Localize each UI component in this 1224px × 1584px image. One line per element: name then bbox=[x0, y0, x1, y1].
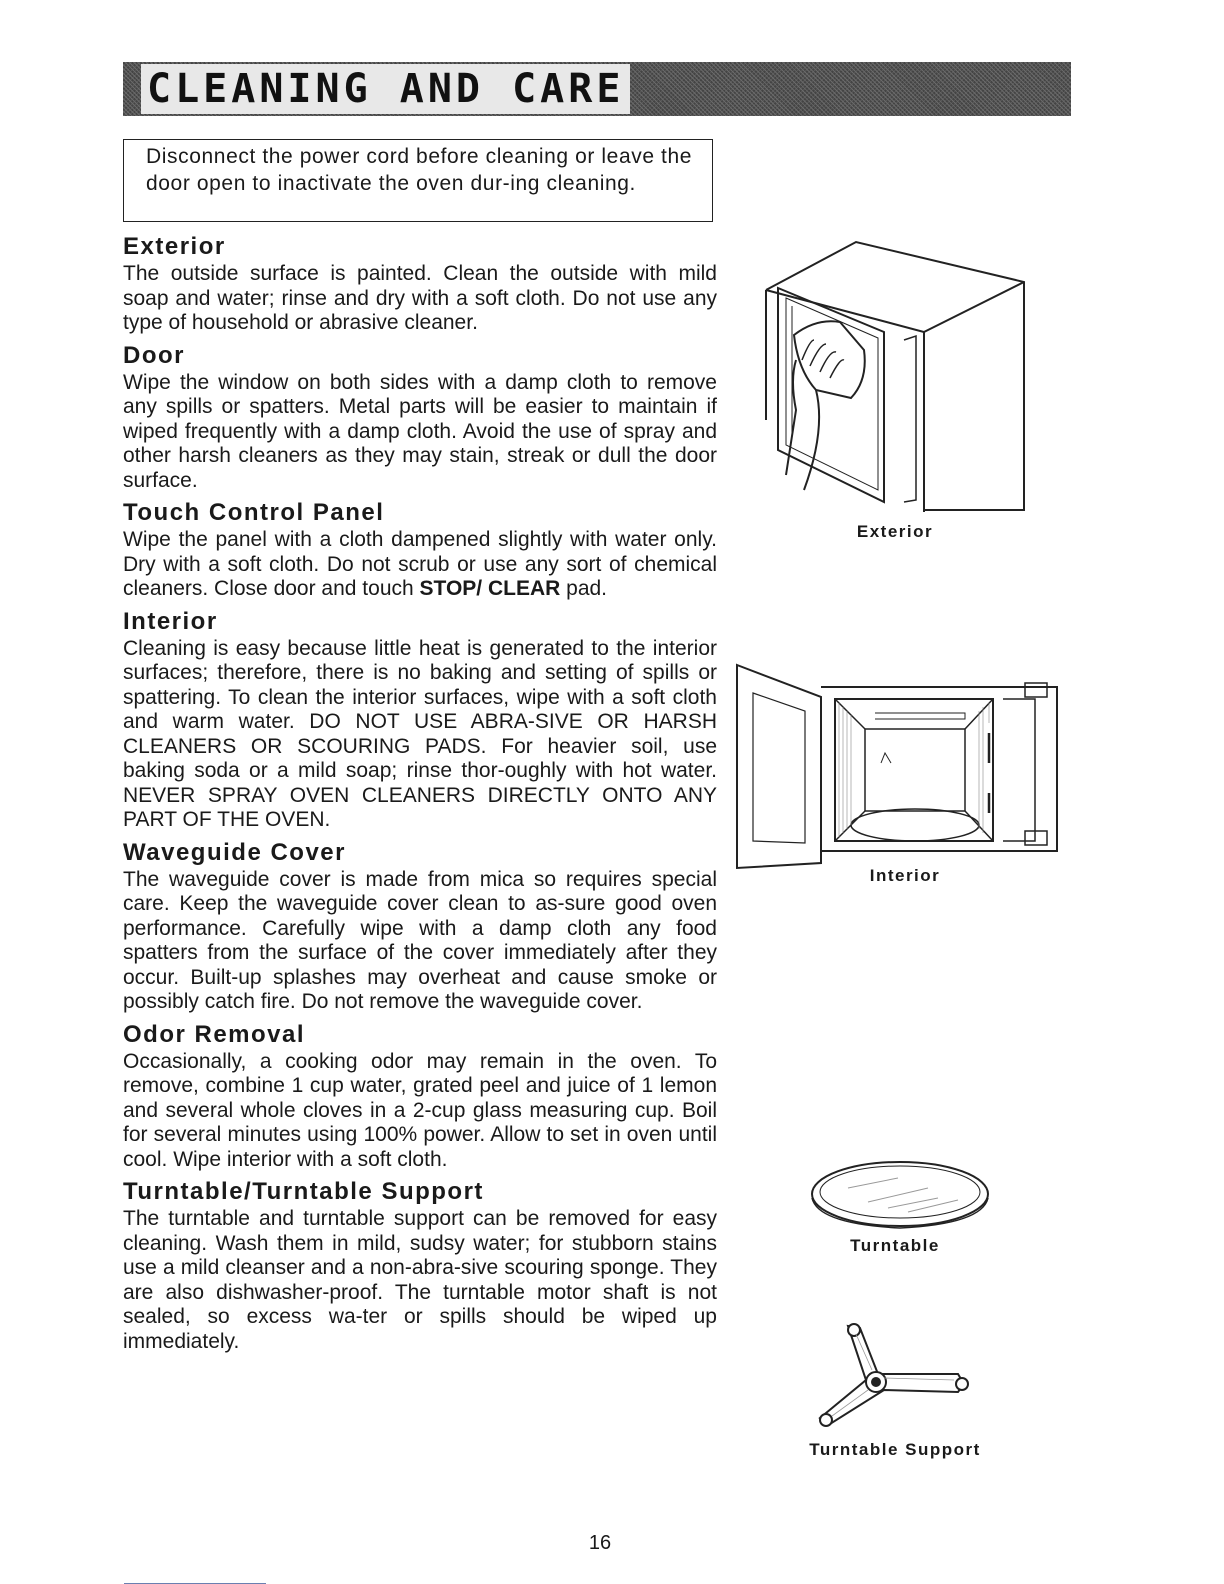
caption-turntable: Turntable bbox=[850, 1236, 940, 1255]
caption-interior: Interior bbox=[869, 866, 941, 885]
body-door: Wipe the window on both sides with a damp cloth to remove any spills or spatters. Metal parts will be easier to maintain if wiped frequently with a damp cloth. Avoid the use of spray and other harsh cleaners as they may stain, streak or dull the door surface. bbox=[123, 370, 717, 492]
turntable-illustration bbox=[808, 1158, 992, 1234]
title-banner bbox=[123, 62, 1071, 116]
caption-turntable-support: Turntable Support bbox=[809, 1440, 981, 1459]
page-number: 16 bbox=[588, 1532, 612, 1554]
heading-odor-removal: Odor Removal bbox=[123, 1020, 306, 1048]
body-odor-removal: Occasionally, a cooking odor may remain in the oven. To remove, combine 1 cup water, grated peel and juice of 1 lemon and several whole cloves in a 2-cup glass measuring cup. Boil for several minutes using 100% power. Allow to set in oven until cool. Wipe interior with a soft cloth. bbox=[123, 1049, 717, 1171]
heading-touch-control-panel: Touch Control Panel bbox=[123, 499, 385, 526]
body-turntable: The turntable and turntable support can be removed for easy cleaning. Wash them in mild, sudsy water; for stubborn stains use a mild cleanser and a non-abra-sive scouring sponge. They are also dishwasher-proof. The turntable motor shaft is not sealed, so excess wa-ter or spills should be wiped up immediately. bbox=[123, 1207, 717, 1353]
body-exterior: The outside surface is painted. Clean the outside with mild soap and water; rinse and dry with a soft cloth. Do not use any type of household or abrasive cleaner. bbox=[123, 262, 717, 334]
heading-door: Door bbox=[123, 341, 185, 369]
stop-clear-label: STOP/ CLEAR bbox=[419, 577, 561, 600]
interior-illustration bbox=[735, 663, 1060, 873]
body-touch-control-panel: Wipe the panel with a cloth dampened slightly with water only. Dry with a soft cloth. Do not scrub or use any sort of chemical cleaners. Close door and touch STOP/ CLEAR pad. bbox=[123, 528, 717, 600]
heading-interior: Interior bbox=[123, 607, 218, 635]
turntable-support-illustration bbox=[816, 1320, 974, 1430]
heading-waveguide-cover: Waveguide Cover bbox=[123, 838, 346, 866]
exterior-illustration bbox=[756, 240, 1026, 520]
heading-exterior: Exterior bbox=[123, 233, 226, 260]
text-column bbox=[123, 228, 717, 1359]
body-interior: Cleaning is easy because little heat is generated to the interior surfaces; therefore, there is no baking and setting of spills or spattering. To clean the interior surfaces, wipe with a soft cloth and warm water. DO NOT USE ABRA-SIVE OR HARSH CLEANERS OR SCOURING PADS. For heavier soil, use baking soda or a mild soap; rinse thor-oughly with hot water. NEVER SPRAY OVEN CLEANERS DIRECTLY ONTO ANY PART OF THE OVEN. bbox=[123, 636, 717, 831]
caption-exterior: Exterior bbox=[856, 522, 934, 541]
page-title: CLEANING AND CARE bbox=[141, 64, 630, 114]
body-waveguide-cover: The waveguide cover is made from mica so requires special care. Keep the waveguide cover clean to as-sure good oven performance. Carefully wipe with a damp cloth any food spatters from the surface of the cover immediately after they occur. Built-up splashes may overheat and cause smoke or possibly catch fire. Do not remove the waveguide cover. bbox=[123, 867, 717, 1013]
warning-box: Disconnect the power cord before cleaning or leave the door open to inactivate the oven dur-ing cleaning. bbox=[123, 139, 713, 222]
heading-turntable: Turntable/Turntable Support bbox=[123, 1178, 484, 1205]
